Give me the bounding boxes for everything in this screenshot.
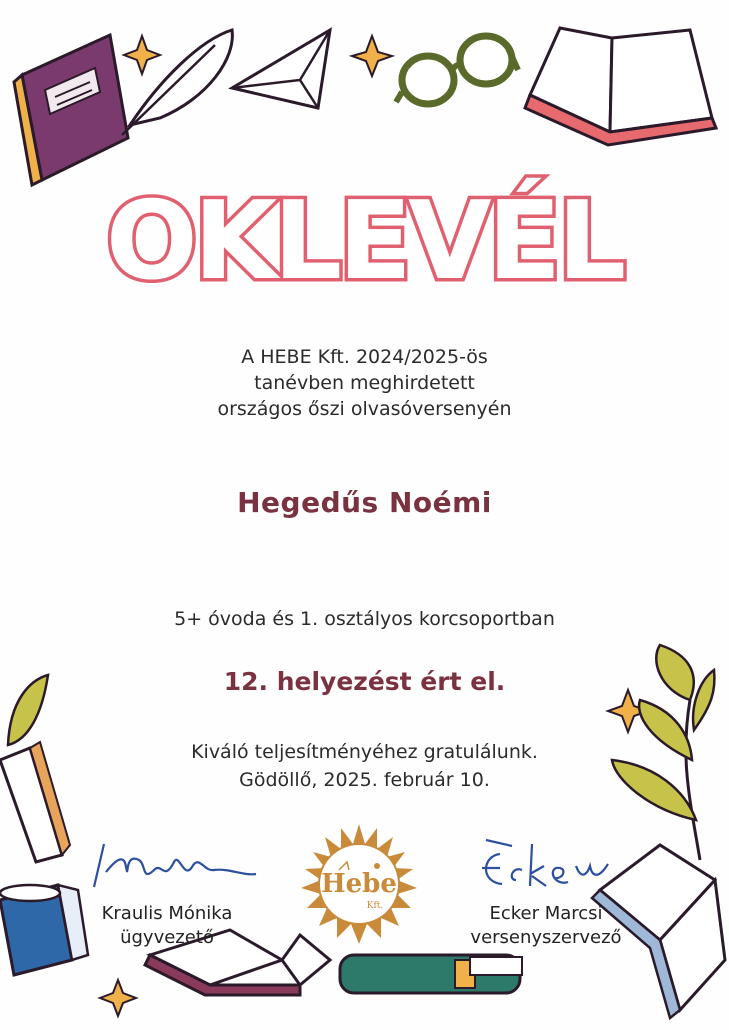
sparkle-icon (100, 980, 136, 1016)
signature-left (84, 832, 264, 902)
hebe-logo (297, 822, 421, 946)
svg-text:OKLEVÉL: OKLEVÉL (105, 179, 623, 304)
svg-text:Kft.: Kft. (366, 901, 384, 911)
signer-role: ügyvezető (120, 927, 214, 948)
signer-name: Kraulis Mónika (101, 903, 233, 924)
signer-role: versenyszervező (470, 927, 622, 948)
congratulation-block (0, 738, 729, 794)
placement-text: 12. helyezést ért el. (223, 667, 506, 696)
svg-text:Hebe: Hebe (321, 869, 397, 899)
recipient-name: Hegedűs Noémi (237, 486, 492, 519)
green-book-icon (340, 955, 522, 993)
certificate-title (0, 160, 729, 310)
signature-left-caption (72, 902, 262, 950)
signer-name: Ecker Marcsi (489, 903, 603, 924)
place-date: Gödöllő, 2025. február 10. (239, 769, 490, 791)
sparkle-icon (352, 36, 392, 76)
glasses-icon (396, 36, 518, 104)
paper-plane-icon (232, 30, 330, 108)
open-book-icon (525, 28, 716, 145)
congratulation-text: Kiváló teljesítményéhez gratulálunk. (191, 741, 538, 763)
signature-right (472, 836, 622, 896)
category-text: 5+ óvoda és 1. osztályos korcsoportban (174, 608, 555, 630)
intro-line: A HEBE Kft. 2024/2025-ös (241, 346, 488, 368)
intro-line: tanévben meghirdetett (254, 372, 475, 394)
intro-line: országos őszi olvasóversenyén (217, 398, 512, 420)
signature-right-caption (446, 902, 646, 950)
sparkle-icon (124, 36, 160, 74)
intro-text (0, 344, 729, 422)
